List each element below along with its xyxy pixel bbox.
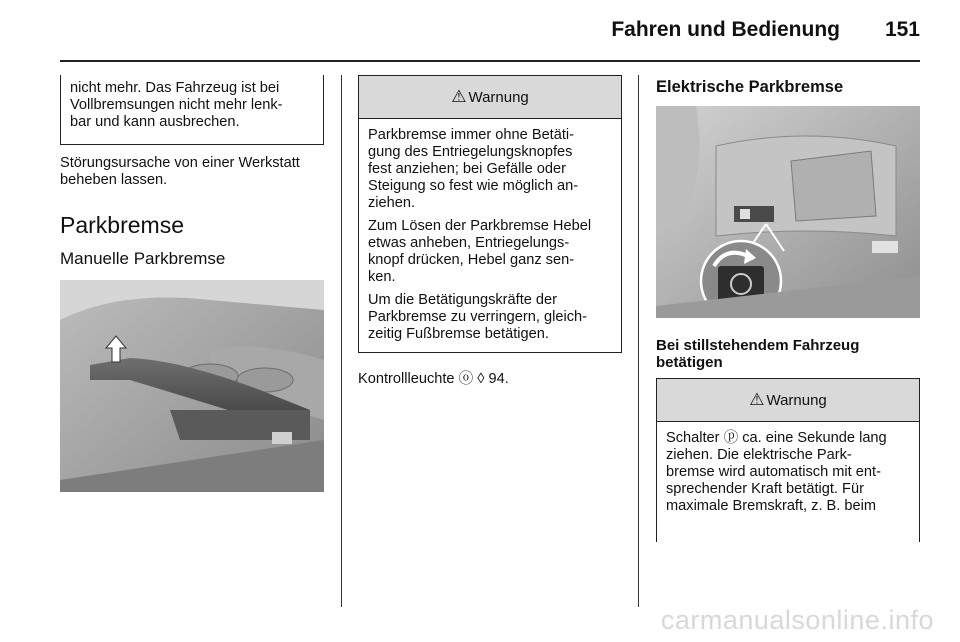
stationary-vehicle-heading: Bei stillstehendem Fahrzeug betätigen [656,337,860,371]
warning-box-parkbrake [358,75,622,353]
warning-title: Warnung [468,88,529,106]
warning-title: Warnung [766,391,827,409]
handbrake-illustration [60,280,324,492]
section-heading: Parkbremse [60,212,184,238]
continued-warning-text: nicht mehr. Das Fahrzeug ist bei Vollbremsungen nicht mehr lenk- bar und kann ausbrechen. [70,80,283,130]
page-number: 151 [884,18,920,41]
warning-header [359,76,621,119]
warning-paragraph: Zum Lösen der Parkbremse Hebel etwas anheben, Entriegelungs- knopf drücken, Hebel ganz sen- ken. [368,218,592,285]
manual-parkbrake-photo [60,280,324,492]
warning-box-electric [656,378,920,542]
column-divider-left [341,75,342,607]
warning-body [359,119,621,343]
indicator-reference: Kontrollleuchte ⓞ ◊ 94. [358,371,509,387]
continued-warning-box [60,75,324,145]
header-title: Fahren und Bedienung [611,18,840,41]
subsection-heading: Manuelle Parkbremse [60,249,226,268]
warning-paragraph: Um die Betätigungskräfte der Parkbremse zu verringern, gleich- zeitig Fußbremse betätigen. [368,292,587,342]
warning-body: Schalter ⓟ ca. eine Sekunde lang ziehen. Die elektrische Park- bremse wird automatisch mit ent- sprechender Kraft betätigt. Für maximale Bremskraft, z. B. beim [666,430,887,514]
header-rule [60,60,920,62]
electric-parkbrake-photo [656,106,920,318]
warning-triangle-icon: ⚠ [451,87,467,106]
warning-triangle-icon: ⚠ [749,390,765,409]
warning-header [657,379,919,422]
paragraph-workshop: Störungsursache von einer Werkstatt beheben lassen. [60,155,300,188]
column-divider-right [638,75,639,607]
electric-parkbrake-heading: Elektrische Parkbremse [656,78,844,96]
warning-paragraph: Parkbremse immer ohne Betäti- gung des Entriegelungsknopfes fest anziehen; bei Gefälle oder Steigung so fest wie möglich an- ziehen. [368,127,579,211]
watermark: carmanualsonline.info [660,605,934,635]
epb-switch-illustration [656,106,920,318]
